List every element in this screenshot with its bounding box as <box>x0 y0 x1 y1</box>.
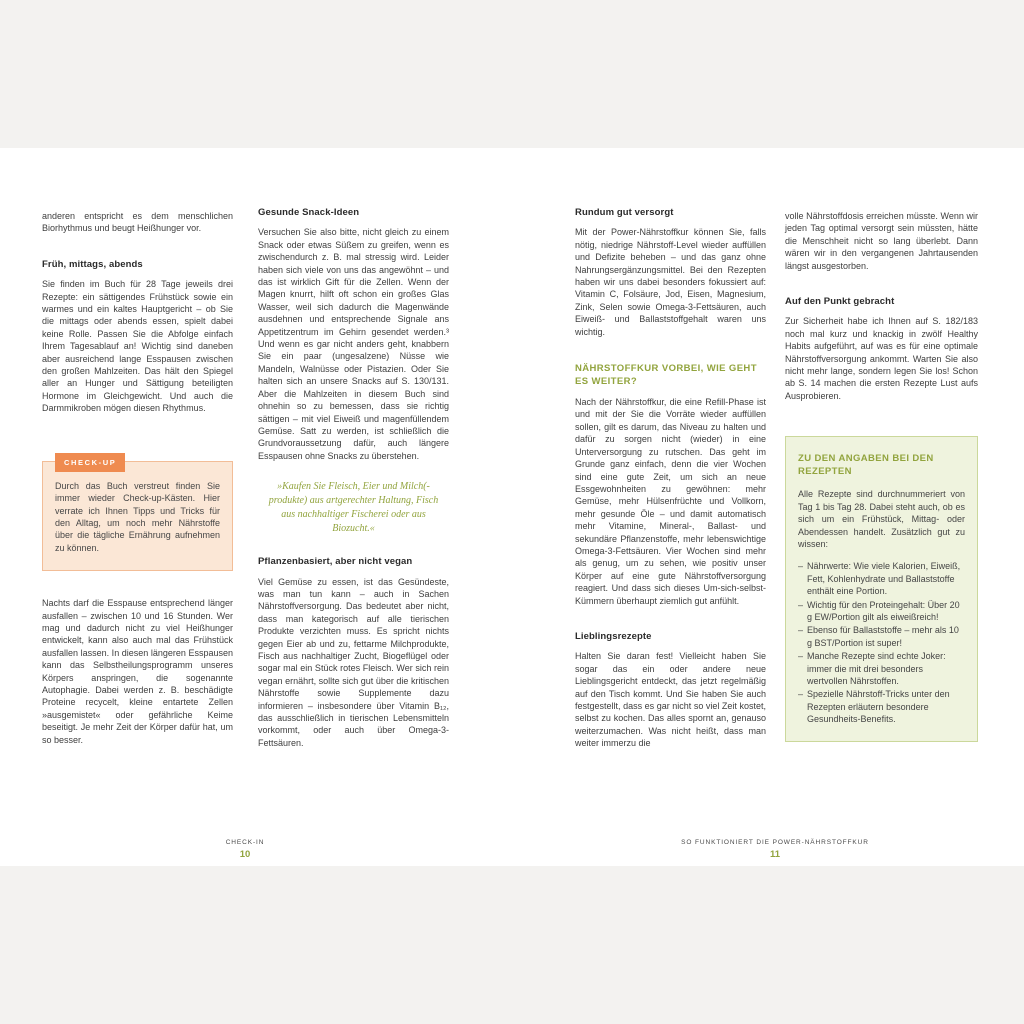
paragraph: Zur Sicherheit habe ich Ihnen auf S. 182/183 noch mal kurz und knackig in zwölf Healthy Habits aufgeführt, auf was es für eine optimale Nährstoffversorgung ankommt. Warten Sie also nicht mehr lange, sondern legen Sie los! Schon ab S. 14 machen die ersten Rezepte Lust aufs Ausprobieren. <box>785 316 978 401</box>
page11-footer <box>575 839 975 860</box>
recipe-info-box <box>785 436 978 741</box>
bullet-dash: – <box>798 599 804 610</box>
checkup-box-text: Durch das Buch verstreut finden Sie immer wieder Check-up-Kästen. Hier verrate ich Ihnen Tipps und Tricks für den Alltag, um noch mehr Nährstoffe über die tägliche Ernährung aufnehmen zu können. <box>55 480 220 553</box>
checkup-box-label: CHECK-UP <box>55 453 125 472</box>
bullet-dash: – <box>798 625 804 636</box>
page10-column-1 <box>42 210 233 746</box>
list-item-text: Ebenso für Ballaststoffe – mehr als 10 g BST/Portion ist super! <box>807 625 959 648</box>
page11-column-1 <box>575 207 766 750</box>
page10-running-head: CHECK-IN <box>225 839 265 846</box>
list-item-text: Nährwerte: Wie viele Kalorien, Eiweiß, Fett, Kohlenhydrate und Ballaststoffe enthält eine Portion. <box>807 561 961 597</box>
list-item <box>798 650 965 687</box>
paragraph-carryover: anderen entspricht es dem menschlichen Biorhythmus und beugt Heißhunger vor. <box>42 211 233 234</box>
section-heading-auf-den-punkt: Auf den Punkt gebracht <box>785 296 895 308</box>
list-item-text: Spezielle Nährstoff-Tricks unter den Rezepten erläutern besondere Gesundheits-Benefits. <box>807 689 950 725</box>
bullet-dash: – <box>798 651 804 662</box>
section-heading-naehrstoffkur-vorbei: NÄHRSTOFFKUR VORBEI, WIE GEHT ES WEITER? <box>575 363 757 388</box>
recipe-info-list <box>798 560 965 725</box>
section-heading-gesunde-snack-ideen: Gesunde Snack-Ideen <box>258 207 360 218</box>
list-item <box>798 688 965 725</box>
paragraph: Viel Gemüse zu essen, ist das Gesündeste, was man tun kann – auch in Sachen Nährstoffversorgung. Das bedeutet aber nicht, dass man kategorisch auf alle tierischen Produkte verzichten muss. Es spricht nichts gegen Eier ab und zu, fettarme Milchprodukte, Fisch aus nachhaltiger Zucht, Biogeflügel oder sogar mal ein Stück rotes Fleisch. Wer sich rein vegan ernährt, sollte sich gut über die kritischen Nährstoffe sowie Supplemente dazu informieren – insbesondere über Vitamin B₁₂, das ausschließlich in tierischen Lebensmitteln vorkommt, oder auch über Omega-3-Fettsäuren. <box>258 576 449 748</box>
list-item <box>798 560 965 597</box>
page11-running-head: SO FUNKTIONIERT DIE POWER-NÄHRSTOFFKUR <box>681 839 869 846</box>
page10-column-2 <box>258 207 449 749</box>
bullet-dash: – <box>798 689 804 700</box>
section-heading-lieblingsrezepte: Lieblingsrezepte <box>575 630 652 642</box>
section-heading-rundum-gut-versorgt: Rundum gut versorgt <box>575 207 674 218</box>
checkup-box <box>42 457 233 571</box>
list-item <box>798 624 965 649</box>
bullet-dash: – <box>798 561 804 572</box>
paragraph: Mit der Power-Nährstoffkur können Sie, falls nötig, niedrige Nährstoff-Level wieder auffüllen und Defizite beheben – und das ganz ohne Nahrungsergänzungsmittel. Bei den Rezepten haben wir uns dabei besonders fokussiert auf: Vitamin C, Folsäure, Jod, Eisen, Magnesium, Zink, Selen sowie Omega-3-Fettsäuren, auch Eiweiß- und Ballaststoffgehalt waren uns wichtig. <box>575 227 766 337</box>
page11-column-2 <box>785 210 978 742</box>
paragraph: Sie finden im Buch für 28 Tage jeweils drei Rezepte: ein sättigendes Frühstück sowie ein warmes und ein kaltes Hauptgericht – ob Sie die mittags oder abends essen, spielt dabei keine Rolle. Passen Sie die Abfolge einfach Ihrem Tagesablauf an! Wichtig sind daneben aber ausreichend lange Esspausen zwischen den großen Mahlzeiten. Das hält den Spiegel aller an Hunger und Sättigung beteiligten Hormone im Gleichgewicht. Und auch die Darmmikroben mögen diesen Rhythmus. <box>42 279 233 414</box>
paragraph-carryover: volle Nährstoffdosis erreichen müsste. Wenn wir jeden Tag optimal versorgt sein müssten, hätte die Menschheit nicht so lang überlebt. Dann wären wir in den vergangenen Jahrtausenden längst ausgestorben. <box>785 211 978 271</box>
paragraph: Nachts darf die Esspause entsprechend länger ausfallen – zwischen 10 und 16 Stunden. Wer mag und dadurch nicht zu viel Heißhunger entwickelt, kann also auch mal das Frühstück ausfallen lassen. In diesen längeren Esspausen kann das Selbstheilungsprogramm unseres Körpers anspringen, die sogenannte Autophagie. Dabei werden z. B. beschädigte Proteine recycelt, kleine entartete Zellen »ausgemistet« oder gefährliche Keime beseitigt. Je mehr Zeit der Körper dafür hat, um so besser. <box>42 598 233 745</box>
section-heading-frueh-mittags-abends: Früh, mittags, abends <box>42 258 143 270</box>
page11-number: 11 <box>769 849 781 860</box>
page10-footer <box>42 839 448 860</box>
section-heading-pflanzenbasiert: Pflanzenbasiert, aber nicht vegan <box>258 556 413 568</box>
page10-number: 10 <box>239 849 251 860</box>
list-item <box>798 599 965 624</box>
paragraph: Versuchen Sie also bitte, nicht gleich zu einem Snack oder etwas Süßem zu greifen, wenn es zwischendurch z. B. mal stressig wird. Leider haben sich viele von uns das angewöhnt – und das ist wirklich Gift für die Zellen. Wenn der Magen knurrt, hilft oft schon ein großes Glas Wasser, weil sich dadurch die Magenwände ausdehnen und entsprechende Signale ans Appetitzentrum im Gehirn gesendet werden.³ Und wenn es gar nicht anders geht, knabbern Sie ein paar (ungesalzene) Nüsse wie Mandeln, Walnüsse oder Pistazien. Oder Sie halten sich an unsere Snacks auf S. 130/131. Aber die Mahlzeiten in diesem Buch sind ohnehin so zu bemessen, dass sie richtig sättigen – mit viel Eiweiß und magenfüllendem Gemüse. Satt zu werden, ist schließlich die Grundvoraussetzung dafür, auch längere Esspausen ohne Snacks zu überstehen. <box>258 227 449 461</box>
paragraph: Halten Sie daran fest! Vielleicht haben Sie sogar das ein oder andere neue Lieblingsgericht entdeckt, das jetzt regelmäßig auf den Tisch kommt. Und Sie haben Sie auch festgestellt, dass es gar nicht so viel Zeit kostet, selbst zu kochen. Das alles spornt an, genauso weiterzumachen. Was nicht heißt, dass man weiter immerzu die <box>575 651 766 749</box>
recipe-info-box-title: ZU DEN ANGABEN BEI DEN REZEPTEN <box>798 453 934 478</box>
list-item-text: Manche Rezepte sind echte Joker: immer die mit drei besonders wertvollen Nährstoffen. <box>807 651 946 686</box>
recipe-info-box-intro: Alle Rezepte sind durchnummeriert von Tag 1 bis Tag 28. Dabei steht auch, ob es sich um ein Frühstück, Mittag- oder Abendessen handelt. Zusätzlich gut zu wissen: <box>798 489 965 549</box>
pull-quote: »Kaufen Sie Fleisch, Eier und Milch(-produkte) aus artgerechter Haltung, Fisch aus nachhaltiger Fischerei oder aus Biozucht.« <box>268 481 439 535</box>
paragraph: Nach der Nährstoffkur, die eine Refill-Phase ist und mit der Sie die Vorräte wieder auffüllen sollen, gilt es darum, das Niveau zu halten und dafür zu sorgen nicht (wieder) in eine Unterversorgung zu rutschen. Das geht im Grunde ganz einfach, denn die vier Wochen sind eine gute Zeit, um sich an neue Essgewohnheiten zu gewöhnen: mehr Gemüse, mehr Hülsenfrüchte und Vollkorn, mehr gesunde Öle – und damit automatisch mehr Vitamine, Mineral-, Ballast- und sekundäre Pflanzenstoffe, mehr lebenswichtige Omega-3-Fettsäuren. Vier Wochen sind mehr als genug, um zu sehen, wie positiv unser Körper auf eine gute Nährstoffversorgung reagiert. Und dass sich dieses Um-sich-selbst-Kümmern überhaupt ziemlich gut anfühlt. <box>575 397 766 606</box>
list-item-text: Wichtig für den Proteingehalt: Über 20 g EW/Portion gilt als eiweißreich! <box>807 599 960 622</box>
